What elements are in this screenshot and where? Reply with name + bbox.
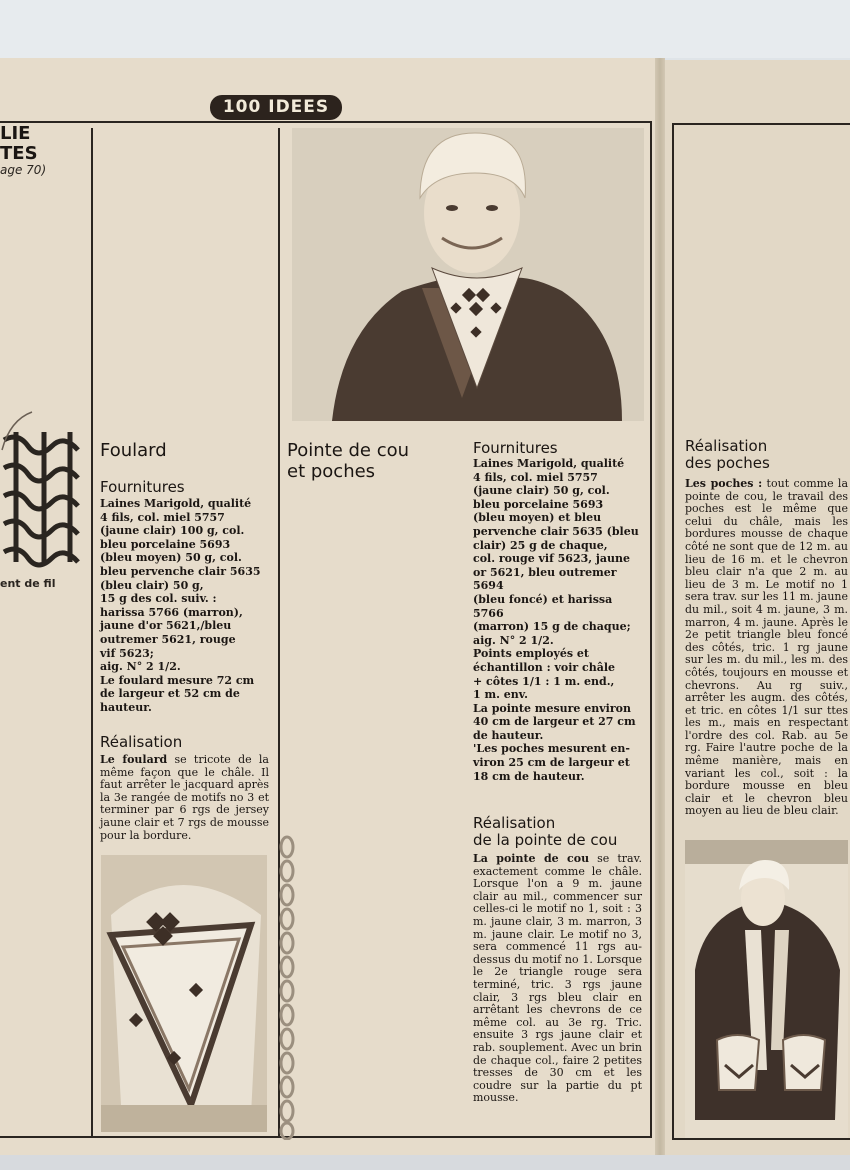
header-badge: 100 IDEES: [210, 95, 342, 120]
top-rule: [0, 121, 652, 123]
photo-poches: [685, 840, 848, 1138]
poches-heading-line1: Réalisation: [685, 437, 768, 455]
pointe-realisation-heading: [473, 815, 617, 849]
poches-lead: Les poches :: [685, 477, 763, 490]
braid-chain-illustration: [270, 835, 304, 1140]
foulard-title: Foulard: [100, 440, 167, 461]
fragment-title-line2: TES: [0, 143, 38, 164]
foulard-realisation-heading: Réalisation: [100, 733, 183, 751]
photo-foulard: [101, 855, 267, 1132]
pointe-fournitures-heading: Fournitures: [473, 439, 558, 457]
poches-body: tout comme la pointe de cou, le travail des poches est le même que celui du châle, mais les bordures mousse de chaque côté ne sont que de 12 m. au lieu de 16 m. et le chevron bleu clair n'a que 2 m. au lieu de 3 m. Le motif no 1 sera trav. sur les 11 m. jaune du mil., soit 4 m. jaune, 3 m. marron, 4 m. jaune. Après le 2e petit triangle bleu foncé des côtés, tric. 1 rg jaune sur les m. du mil., les m. des côtés, toujours en mousse et chevrons. Au rg suiv., arrêter les augm. des côtés, et tric. en côtes 1/1 sur ttes les m., mais en respectant l'ordre des col. Rab. au 5e rg. Faire l'autre poche de la même manière, mais en variant les col., soit : la bordure mousse en bleu clair et le chevron bleu moyen au lieu de bleu clair.: [685, 477, 848, 818]
column-divider-1: [91, 128, 93, 1136]
right-page-bottom-rule: [672, 1138, 850, 1140]
page-right-border: [650, 121, 652, 1138]
pointe-realisation-body: se trav. exactement comme le châle. Lorsque l'on a 9 m. jaune clair au mil., commencer sur celles-ci le motif no 1, soit : 3 m. jaune clair, 3 m. marron, 3 m. jaune clair. Le motif no 3, sera commencé 11 rgs au-dessus du motif no 1. Lorsque le 2e triangle rouge sera terminé, tric. 3 rgs jaune clair, 3 rgs bleu clair en arrêtant les chevrons de ce même col. au 3e rg. Tric. ensuite 3 rgs jaune clair et rab. souplement. Avec un brin de chaque col., faire 2 petites tresses de 30 cm et les coudre sur la partie du pt mousse.: [473, 852, 643, 1105]
foulard-fournitures-heading: Fournitures: [100, 478, 185, 496]
page-gutter: [655, 58, 665, 1155]
pointe-fournitures-text: Laines Marigold, qualité 4 fils, col. miel 5757 (jaune clair) 50 g, col. bleu porcelaine 5693 (bleu moyen) et bleu pervenche clair 5635 (bleu clair) 25 g de chaque, col. rouge vif 5623, jaune or 5621, bleu outremer 5694 (bleu foncé) et harissa 5766 (marron) 15 g de chaque; aig. N° 2 1/2. Points employés et échantillon : voir châle + côtes 1/1 : 1 m. end., 1 m. env. La pointe mesure environ 40 cm de largeur et 27 cm de hauteur. 'Les poches mesurent en- viron 25 cm de largeur et 18 cm de hauteur.: [473, 457, 639, 783]
stitch-diagram-illustration: [0, 410, 82, 570]
scan-background-bottom: [0, 1155, 850, 1170]
foulard-realisation-text: [100, 754, 269, 842]
pointe-realisation-lead: La pointe de cou: [473, 852, 590, 865]
pointe-title-line2: et poches: [287, 461, 376, 482]
pointe-title-line1: Pointe de cou: [287, 440, 410, 461]
poches-realisation-heading: [685, 438, 770, 472]
fragment-caption: ent de fil: [0, 577, 56, 590]
foulard-fournitures-text: Laines Marigold, qualité 4 fils, col. miel 5757 (jaune clair) 100 g, col. bleu porcelaine 5693 (bleu moyen) 50 g, col. bleu pervenche clair 5635 (bleu clair) 50 g, 15 g des col. suiv. : harissa 5766 (marron), jaune d'or 5621,/bleu outremer 5621, rouge vif 5623; aig. N° 2 1/2. Le foulard mesure 72 cm de largeur et 52 cm de hauteur.: [100, 497, 261, 714]
fragment-page-ref: age 70): [0, 163, 47, 177]
fragment-title: [0, 124, 38, 164]
pointe-realisation-heading-line2: de la pointe de cou: [473, 831, 618, 849]
fragment-title-line1: LIE: [0, 123, 31, 144]
right-page-top-rule: [672, 123, 850, 125]
poches-heading-line2: des poches: [685, 454, 770, 472]
scan-background-top: [0, 0, 850, 58]
foulard-realisation-lead: Le foulard: [100, 753, 168, 766]
pointe-realisation-text: [473, 853, 642, 1105]
poches-realisation-text: [685, 478, 848, 818]
right-page-left-border: [672, 124, 674, 1138]
foulard-realisation-body: se tricote de la même façon que le châle. Il faut arrêter le jacquard après la 3e rangée de motifs no 3 et terminer par 6 rgs de jersey jaune clair et 7 rgs de mousse pour la bordure.: [100, 753, 269, 842]
bottom-rule: [0, 1136, 652, 1138]
photo-pointe-de-cou: [292, 128, 644, 421]
pointe-title: [287, 440, 409, 482]
pointe-realisation-heading-line1: Réalisation: [473, 814, 556, 832]
